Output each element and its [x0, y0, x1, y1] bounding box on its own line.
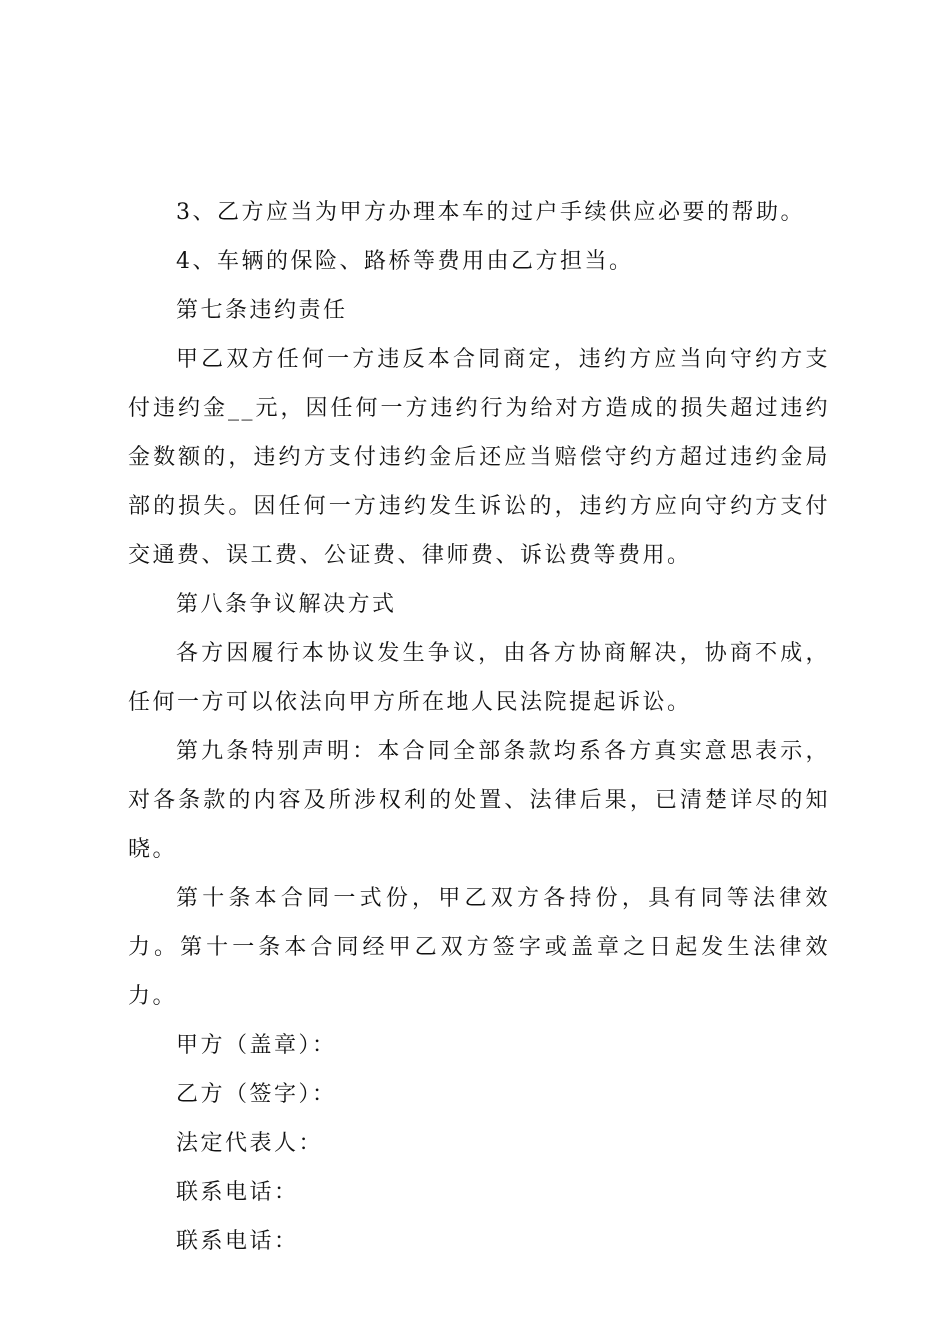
article-7-heading: 第七条违约责任: [176, 298, 348, 323]
article-8-heading: 第八条争议解决方式: [176, 592, 397, 617]
article-7-body: 甲乙双方任何一方违反本合同商定，违约方应当向守约方支付违约金__元，因任何一方违约行为给对方造成的损失超过违约金数额的，违约方支付违约金后还应当赔偿守约方超过违约金局部的损失。因任何一方违约发生诉讼的，违约方应向守约方支付交通费、误工费、公证费、律师费、诉讼费等费用。: [128, 347, 830, 568]
article-10-11-body: 第十条本合同一式份，甲乙双方各持份，具有同等法律效力。第十一条本合同经甲乙双方签字或盖章之日起发生法律效力。: [128, 886, 830, 1009]
clause-item-3: 3、乙方应当为甲方办理本车的过户手续供应必要的帮助。: [176, 200, 805, 225]
party-a-seal-field: 甲方（盖章）：: [176, 1033, 337, 1058]
legal-representative-field: 法定代表人：: [176, 1131, 324, 1156]
article-9-body: 第九条特别声明：本合同全部条款均系各方真实意思表示，对各条款的内容及所涉权利的处置、法律后果，已清楚详尽的知晓。: [128, 739, 830, 862]
document-body: [128, 188, 830, 1266]
contact-phone-field-2: 联系电话：: [176, 1229, 299, 1254]
article-8-body: 各方因履行本协议发生争议，由各方协商解决，协商不成，任何一方可以依法向甲方所在地人民法院提起诉讼。: [128, 641, 830, 715]
party-b-signature-field: 乙方（签字）：: [176, 1082, 337, 1107]
contact-phone-field: 联系电话：: [176, 1180, 299, 1205]
clause-item-4: 4、车辆的保险、路桥等费用由乙方担当。: [176, 249, 634, 274]
